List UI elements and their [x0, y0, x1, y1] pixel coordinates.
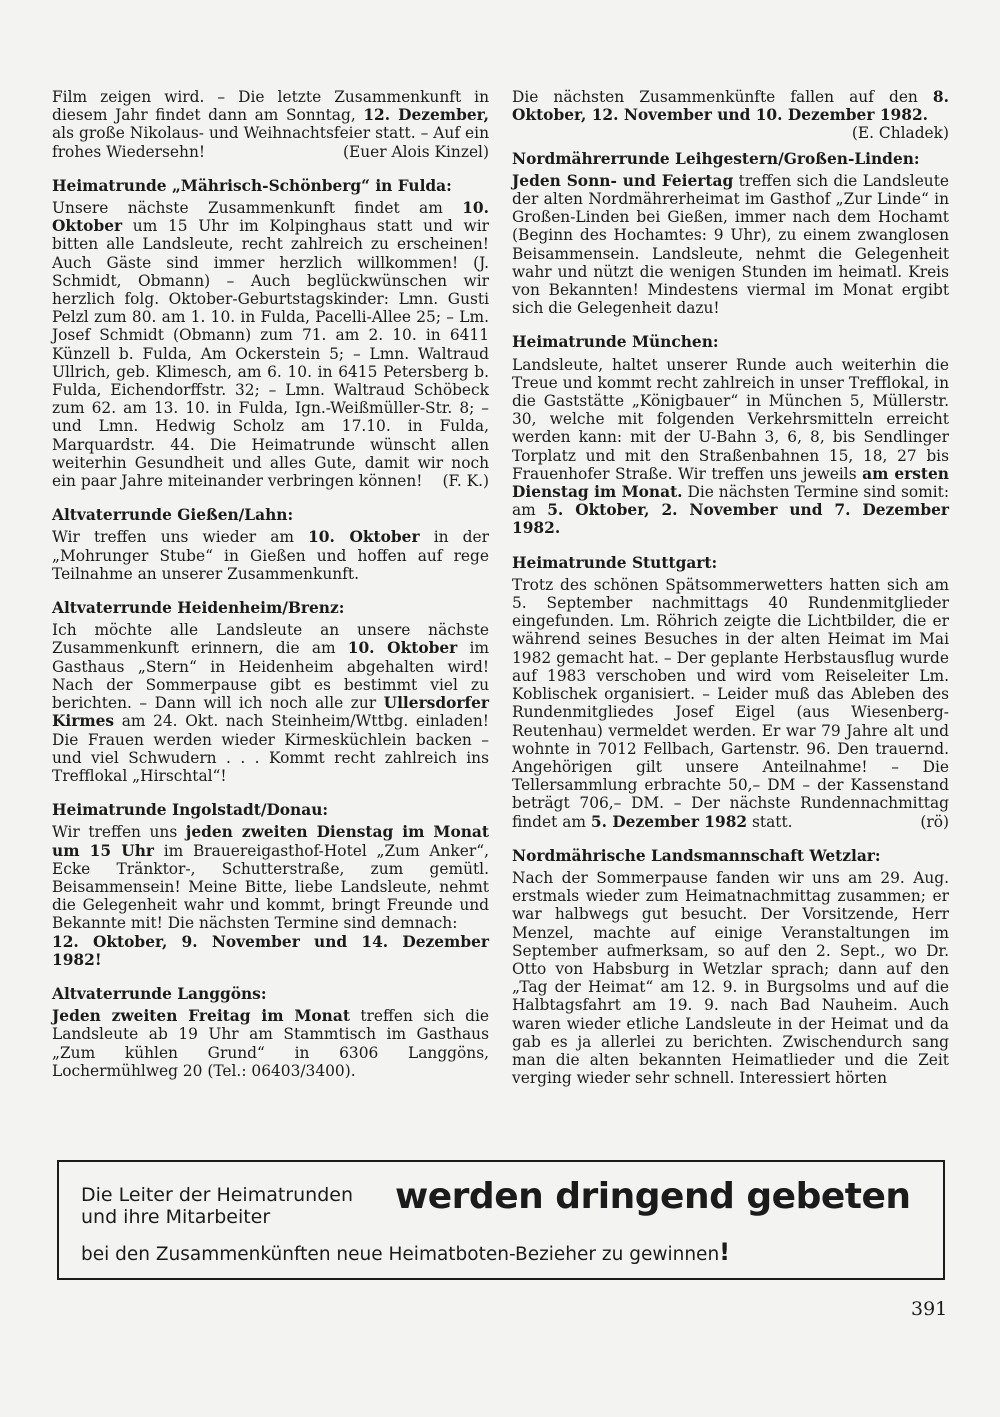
banner-line-1: Die Leiter der Heimatrunden: [81, 1184, 353, 1206]
text: Wir treffen uns wieder am: [52, 528, 309, 547]
text: Trotz des schönen Spätsommerwetters hatten sich am 5. September nachmittags 40 Rundenmitglieder eingefunden. Lm. Röhrich zeigte die Lichtbilder, die er während seines Besuches in der alten Heimat im Mai 1982 gemacht hat. – Der geplante Herbstausflug wurde auf 1983 verschoben und wird vom Reiseleiter Lm. Koblischek organisiert. – Leider muß das Ableben des Rundenmitgliedes Josef Eigel (aus Wiesenberg-Reutenhau) vermeldet werden. Er war 79 Jahre alt und wohnte in 7012 Fellbach, Gartenstr. 96. Den trauernd. Angehörigen gilt unsere Anteilnahme! – Die Tellersammlung erbrachte 50,– DM – der Kassenstand beträgt 706,– DM. – Der nächste Rundennachmittag findet am: [512, 575, 949, 831]
signature: (F. K.): [442, 472, 489, 491]
section-body-fulda: [52, 199, 489, 490]
text: um 15 Uhr im Kolpinghaus statt und wir bitten alle Landsleute, recht zahlreich zu erscheinen! Auch Gäste sind immer herzlich willkommen! (J. Schmidt, Obmann) – Auch beglückwünschen wir herzlich folg. Oktober-Geburtstagskinder: Lmn. Gusti Pelzl zum 80. am 1. 10. in Fulda, Pacelli-Allee 25; – Lm. Josef Schmidt (Obmann) zum 71. am 2. 10. in 6411 Künzell b. Fulda, Am Ockerstein 5; – Lmn. Waltraud Ullrich, geb. Klimesch, am 6. 10. in 6415 Petersberg b. Fulda, Eichendorffstr. 32; – Lmn. Waltraud Schöbeck zum 62. am 13. 10. in Fulda, Ign.-Weißmüller-Str. 8; – und Lmn. Hedwig Scholz am 17.10. in Fulda, Marquardstr. 44. Die Heimatrunde wünscht allen weiterhin Gesundheit und alles Gute, damit wir noch ein paar Jahre miteinander verbringen können!: [52, 217, 489, 491]
section-heading-wetzlar: Nordmährische Landsmannschaft Wetzlar:: [512, 846, 881, 865]
text: im Gasthaus „Stern“ in Heidenheim abgehalten wird! Nach der Sommerpause gibt es bestimmt viel zu berichten. – Dann will ich noch alle zur: [52, 639, 489, 713]
section-body-heidenheim: [52, 621, 489, 785]
signature: (E. Chladek): [851, 124, 949, 143]
bold-text: 10. Oktober: [347, 639, 458, 658]
intro-paragraph: [52, 88, 489, 161]
bold-text: Ullersdorfer Kirmes: [52, 694, 489, 731]
banner-line-2: und ihre Mitarbeiter: [81, 1206, 271, 1228]
left-column: [52, 88, 489, 1080]
text: Film zeigen wird. – Die letzte Zusammenkunft in diesem Jahr findet dann am Sonntag,: [52, 88, 489, 125]
text: Die nächsten Termine sind somit: am: [512, 483, 949, 520]
section-heading-stuttgart: Heimatrunde Stuttgart:: [512, 553, 718, 572]
section-heading-heidenheim: Altvaterrunde Heidenheim/Brenz:: [52, 599, 345, 618]
section-body-muenchen: [512, 356, 949, 538]
section-body-leihgestern: [512, 172, 949, 318]
section-heading-giessen: Altvaterrunde Gießen/Lahn:: [52, 506, 294, 525]
bold-text: jeden zweiten Dienstag im Monat um 15 Uhr: [52, 823, 489, 860]
ingolstadt-dates: 12. Oktober, 9. November und 14. Dezember 1982!: [52, 932, 489, 969]
text: Die nächsten Zusammenkünfte fallen auf den: [512, 88, 933, 106]
banner-exclamation: !: [719, 1238, 731, 1266]
section-body-stuttgart: [512, 576, 949, 831]
section-heading-fulda: Heimatrunde „Mährisch-Schönberg“ in Fulda:: [52, 176, 452, 195]
section-body-langgoens: [52, 1007, 489, 1080]
bold-text: 8. Oktober, 12. November und 10. Dezember 1982.: [512, 88, 949, 125]
bold-text: 10. Oktober: [308, 528, 420, 547]
bold-text: Jeden zweiten Freitag im Monat: [52, 1007, 350, 1026]
right-column: [512, 88, 949, 1087]
page-number: 391: [911, 1298, 948, 1320]
banner-request-text: bei den Zusammenkünften neue Heimatboten-Bezieher zu gewinnen: [81, 1244, 720, 1265]
text: Landsleute, haltet unserer Runde auch weiterhin die Treue und kommt recht zahlreich in unser Trefflokal, in die Gaststätte „Königbauer“ in München 5, Müllerstr. 30, welche mit folgenden Verkehrsmitteln erreicht werden kann: mit der U-Bahn 3, 6, 8, bis Sendlinger Torplatz und mit den Straßenbahnen 15, 18, 27 bis Frauenhofer Straße. Wir treffen uns jeweils: [512, 355, 949, 483]
section-heading-ingolstadt: Heimatrunde Ingolstadt/Donau:: [52, 801, 329, 820]
text: Wir treffen uns: [52, 823, 186, 842]
bold-text: Jeden Sonn- und Feiertag: [512, 171, 734, 190]
signature: (Euer Alois Kinzel): [342, 142, 489, 161]
text: treffen sich die Landsleute der alten Nordmährerheimat im Gasthof „Zur Linde“ in Großen-Linden bei Gießen, immer nach dem Hochamt (Beginn des Hochamtes: 9 Uhr), zu einem zwanglosen Beisammensein. Landsleute, nehmt die Gelegenheit wahr und nützt die wenigen Stunden im heimatl. Kreis von Bekannten! Mindestens viermal im Monat ergibt sich die Gelegenheit dazu!: [512, 171, 950, 318]
section-heading-leihgestern: Nordmährerrunde Leihgestern/Großen-Linden:: [512, 149, 920, 168]
banner-emphasis: werden dringend gebeten: [395, 1176, 911, 1217]
section-body-wetzlar: Nach der Sommerpause fanden wir uns am 29. Aug. erstmals wieder zum Heimatnachmittag zusammen; er war halbwegs gut besucht. Der Vorsitzende, Herr Menzel, machte auf einige Veranstaltungen im September aufmerksam, so auf den 2. Sept., wo Dr. Otto von Habsburg in Wetzlar sprach; dann auf den „Tag der Heimat“ am 12. 9. in Burgsolms und auf die Halbtagsfahrt am 19. 9. nach Bad Nauheim. Auch waren wieder etliche Landsleute in der Heimat und da gab es ja allerlei zu berichten. Zwischendurch sang man die alten bekannten Heimatlieder und die Zeit verging wieder sehr schnell. Interessiert hörten: [512, 868, 949, 1088]
text: als große Nikolaus- und Weihnachtsfeier statt. – Auf ein frohes Wiedersehn!: [52, 124, 489, 161]
section-heading-muenchen: Heimatrunde München:: [512, 333, 719, 352]
appeal-banner: [57, 1160, 945, 1280]
text: in der „Mohrunger Stube“ in Gießen und hoffen auf rege Teilnahme an unserer Zusammenkunft.: [52, 528, 489, 583]
section-body-giessen: [52, 528, 489, 583]
text: im Brauereigasthof-Hotel „Zum Anker“, Ecke Tränktor-, Schutterstraße, zum gemütl. Beisammensein! Meine Bitte, liebe Landsleute, nehmt die Gelegenheit wahr und kommt, bringt Freunde und Bekannte mit! Die nächsten Termine sind demnach:: [52, 841, 489, 933]
section-heading-langgoens: Altvaterrunde Langgöns:: [52, 984, 267, 1003]
bold-text: 5. Dezember 1982: [590, 812, 748, 831]
text: Unsere nächste Zusammenkunft findet am: [52, 199, 463, 218]
text: am 24. Okt. nach Steinheim/Wttbg. einladen! Die Frauen werden wieder Kirmesküchlein backen – und viel Schwudern . . . Kommt recht zahlreich ins Trefflokal „Hirschtal“!: [52, 712, 489, 785]
section-body-ingolstadt: [52, 823, 489, 932]
banner-request: [81, 1238, 731, 1266]
bold-text: 12. Dezember,: [363, 106, 489, 125]
intro-paragraph-right: [512, 88, 949, 124]
bold-text: 10. Oktober: [52, 199, 489, 236]
bold-text: 5. Oktober, 2. November und 7. Dezember 1982.: [512, 501, 949, 538]
bold-text: am ersten Dienstag im Monat.: [512, 464, 949, 502]
text: Ich möchte alle Landsleute an unsere nächste Zusammenkunft erinnern, die am: [52, 621, 489, 658]
text: treffen sich die Landsleute ab 19 Uhr am Stammtisch im Gasthaus „Zum kühlen Grund“ in 6306 Langgöns, Lochermühlweg 20 (Tel.: 06403/3400).: [52, 1007, 489, 1080]
signature: (rö): [920, 812, 949, 831]
banner-addressees: [81, 1184, 353, 1228]
text: statt.: [747, 812, 793, 831]
